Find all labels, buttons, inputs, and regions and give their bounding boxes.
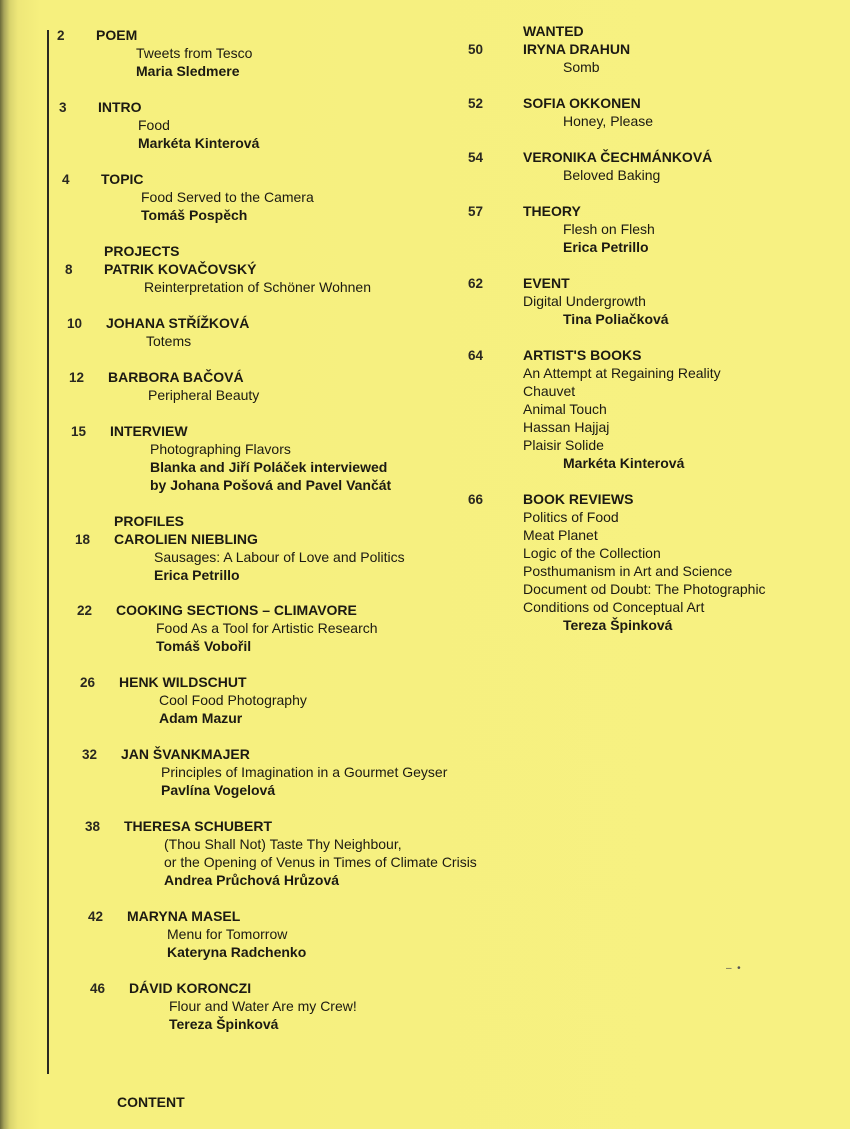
- entry-heading: JAN ŠVANKMAJER: [121, 746, 250, 762]
- vertical-rule: [47, 30, 49, 1074]
- entry-title: Sausages: A Labour of Love and Politics: [154, 549, 405, 565]
- entry-title: Tweets from Tesco: [136, 45, 253, 61]
- entry-author: Erica Petrillo: [154, 567, 240, 583]
- page-number: 46: [90, 981, 106, 996]
- entry-title: Flesh on Flesh: [563, 221, 655, 237]
- entry-title: (Thou Shall Not) Taste Thy Neighbour,: [164, 836, 402, 852]
- entry-heading: PATRIK KOVAČOVSKÝ: [104, 261, 257, 277]
- entry-title: Hassan Hajjaj: [523, 419, 610, 435]
- entry-heading: INTERVIEW: [110, 423, 188, 439]
- page-number: 10: [67, 316, 83, 331]
- entry-heading: EVENT: [523, 275, 570, 291]
- entry-heading: THERESA SCHUBERT: [124, 818, 273, 834]
- entry-author: Adam Mazur: [159, 710, 243, 726]
- entry-title: Digital Undergrowth: [523, 293, 646, 309]
- entry-title: Food: [138, 117, 170, 133]
- page-number: 12: [69, 370, 85, 385]
- section-heading: WANTED: [523, 23, 584, 39]
- entry-title: Peripheral Beauty: [148, 387, 260, 403]
- page-number: 54: [468, 150, 484, 165]
- entry-author: Tina Poliačková: [563, 311, 669, 327]
- section-heading: PROFILES: [114, 513, 185, 529]
- entry-author: Erica Petrillo: [563, 239, 649, 255]
- page-number: 42: [88, 909, 104, 924]
- entry-title: Principles of Imagination in a Gourmet Geyser: [161, 764, 448, 780]
- section-heading: PROJECTS: [104, 243, 180, 259]
- entry-heading: BARBORA BAČOVÁ: [108, 369, 244, 385]
- entry-author: Tereza Špinková: [563, 617, 673, 633]
- entry-heading: IRYNA DRAHUN: [523, 41, 631, 57]
- page-footer-label: CONTENT: [117, 1094, 185, 1110]
- entry-heading: COOKING SECTIONS – CLIMAVORE: [116, 602, 357, 618]
- entry-title: Politics of Food: [523, 509, 619, 525]
- entry-heading: SOFIA OKKONEN: [523, 95, 641, 111]
- entry-author: Blanka and Jiří Poláček interviewed: [150, 459, 388, 475]
- entry-title: Meat Planet: [523, 527, 598, 543]
- entry-title: Photographing Flavors: [150, 441, 291, 457]
- entry-heading: MARYNA MASEL: [127, 908, 241, 924]
- entry-title: Menu for Tomorrow: [167, 926, 288, 942]
- entry-title: Plaisir Solide: [523, 437, 604, 453]
- page-number: 4: [62, 172, 70, 187]
- page-number: 18: [75, 532, 91, 547]
- entry-title: Totems: [146, 333, 192, 349]
- entry-author: Markéta Kinterová: [563, 455, 685, 471]
- entry-heading: TOPIC: [101, 171, 144, 187]
- entry-heading: ARTIST'S BOOKS: [523, 347, 642, 363]
- entry-author: Maria Sledmere: [136, 63, 240, 79]
- entry-title: Posthumanism in Art and Science: [523, 563, 733, 579]
- entry-title: Chauvet: [523, 383, 576, 399]
- entry-heading: CAROLIEN NIEBLING: [114, 531, 258, 547]
- page-number: 38: [85, 819, 101, 834]
- entry-title: Somb: [563, 59, 600, 75]
- page-number: 3: [59, 100, 67, 115]
- page-number: 32: [82, 747, 98, 762]
- entry-title: or the Opening of Venus in Times of Climate Crisis: [164, 854, 477, 870]
- page-number: 57: [468, 204, 484, 219]
- entry-author: Markéta Kinterová: [138, 135, 260, 151]
- entry-heading: THEORY: [523, 203, 581, 219]
- entry-title: Food Served to the Camera: [141, 189, 314, 205]
- page-number: 8: [65, 262, 73, 277]
- entry-author: Tomáš Pospěch: [141, 207, 248, 223]
- entry-author: Tereza Špinková: [169, 1016, 279, 1032]
- entry-title: Beloved Baking: [563, 167, 661, 183]
- entry-title: Honey, Please: [563, 113, 654, 129]
- entry-author: Kateryna Radchenko: [167, 944, 307, 960]
- entry-heading: POEM: [96, 27, 138, 43]
- entry-author: Tomáš Vobořil: [156, 638, 252, 654]
- page-number: 2: [57, 28, 65, 43]
- entry-title: Cool Food Photography: [159, 692, 307, 708]
- page-number: 62: [468, 276, 484, 291]
- page-number: 22: [77, 603, 93, 618]
- entry-author: by Johana Pošová and Pavel Vančát: [150, 477, 392, 493]
- entry-title: Logic of the Collection: [523, 545, 661, 561]
- entry-title: Food As a Tool for Artistic Research: [156, 620, 378, 636]
- entry-heading: HENK WILDSCHUT: [119, 674, 247, 690]
- page-number: 26: [80, 675, 96, 690]
- entry-heading: DÁVID KORONCZI: [129, 980, 252, 996]
- entry-heading: VERONIKA ČECHMÁNKOVÁ: [523, 149, 713, 165]
- page-number: 52: [468, 96, 484, 111]
- entry-title: Conditions od Conceptual Art: [523, 599, 705, 615]
- entry-author: Andrea Průchová Hrůzová: [164, 872, 340, 888]
- entry-heading: BOOK REVIEWS: [523, 491, 634, 507]
- entry-author: Pavlína Vogelová: [161, 782, 276, 798]
- entry-title: Reinterpretation of Schöner Wohnen: [144, 279, 371, 295]
- entry-title: Animal Touch: [523, 401, 607, 417]
- entry-title: An Attempt at Regaining Reality: [523, 365, 721, 381]
- page-number: 66: [468, 492, 484, 507]
- page-number: 15: [71, 424, 87, 439]
- paper-speck: – •: [726, 963, 741, 974]
- page-number: 50: [468, 42, 484, 57]
- entry-title: Document od Doubt: The Photographic: [523, 581, 766, 597]
- entry-title: Flour and Water Are my Crew!: [169, 998, 357, 1014]
- entry-heading: JOHANA STŘÍŽKOVÁ: [106, 315, 250, 331]
- page-number: 64: [468, 348, 484, 363]
- entry-heading: INTRO: [98, 99, 142, 115]
